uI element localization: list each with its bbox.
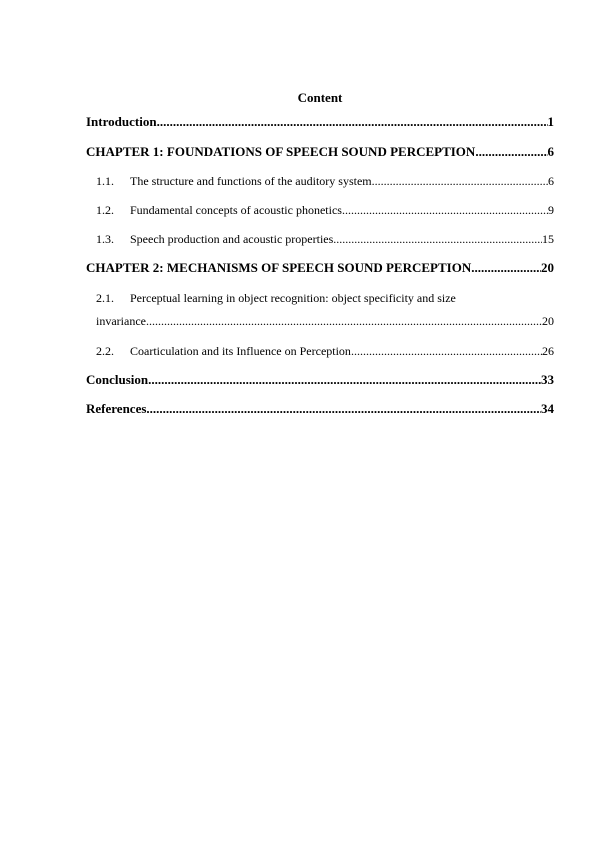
toc-entry-label-continued: invariance [96, 314, 146, 328]
toc-entry-label: CHAPTER 2: MECHANISMS OF SPEECH SOUND PERCEPTION [86, 260, 472, 275]
toc-entry-conclusion[interactable] [86, 372, 554, 388]
toc-entry-label: References [86, 401, 147, 416]
toc-page-number: 33 [541, 372, 554, 387]
toc-leader-dots [333, 231, 542, 247]
toc-leader-dots [372, 173, 548, 189]
toc-section-number: 1.2. [96, 203, 114, 217]
toc-page-number: 20 [542, 314, 554, 328]
toc-entry-label: Speech production and acoustic properties [130, 232, 334, 246]
toc-leader-dots [351, 343, 542, 359]
toc-entry-section-2-2[interactable] [96, 343, 554, 359]
toc-section-number: 1.1. [96, 174, 114, 188]
toc-leader-dots [471, 260, 541, 276]
toc-entry-label: Coarticulation and its Influence on Perception [130, 344, 351, 358]
toc-page-number: 20 [541, 260, 554, 275]
toc-page-number: 6 [548, 174, 554, 188]
toc-entry-label: The structure and functions of the auditory system [130, 174, 372, 188]
toc-entry-label: Perceptual learning in object recognition: object specificity and size [130, 291, 456, 305]
toc-leader-dots [146, 401, 541, 417]
toc-page-number: 1 [547, 114, 554, 129]
toc-section-number: 2.1. [96, 291, 114, 305]
toc-entry-label: Conclusion [86, 372, 149, 387]
toc-page-number: 6 [547, 144, 554, 159]
toc-leader-dots [475, 144, 547, 160]
toc-entry-introduction[interactable] [86, 114, 554, 130]
toc-leader-dots [157, 114, 548, 130]
toc-entry-references[interactable] [86, 401, 554, 417]
toc-section-number: 1.3. [96, 232, 114, 246]
toc-entry-label: CHAPTER 1: FOUNDATIONS OF SPEECH SOUND PERCEPTION [86, 144, 476, 159]
toc-leader-dots [146, 313, 542, 329]
toc-entry-section-1-1[interactable] [96, 173, 554, 189]
toc-entry-label: Introduction [86, 114, 157, 129]
toc-entry-section-2-1-line2[interactable] [96, 313, 554, 329]
toc-entry-chapter-2[interactable] [86, 260, 554, 276]
toc-section-number: 2.2. [96, 344, 114, 358]
toc-entry-section-2-1-line1[interactable] [96, 290, 564, 306]
toc-page-number: 34 [541, 401, 554, 416]
toc-entry-label: Fundamental concepts of acoustic phonetics [130, 203, 342, 217]
toc-entry-section-1-3[interactable] [96, 231, 554, 247]
toc-title: Content [297, 90, 343, 105]
toc-leader-dots [148, 372, 541, 388]
toc-entry-chapter-1[interactable] [86, 144, 554, 160]
toc-page-number: 26 [542, 344, 554, 358]
toc-page-number: 15 [542, 232, 554, 246]
toc-page-number: 9 [548, 203, 554, 217]
toc-leader-dots [342, 202, 548, 218]
toc-entry-section-1-2[interactable] [96, 202, 554, 218]
